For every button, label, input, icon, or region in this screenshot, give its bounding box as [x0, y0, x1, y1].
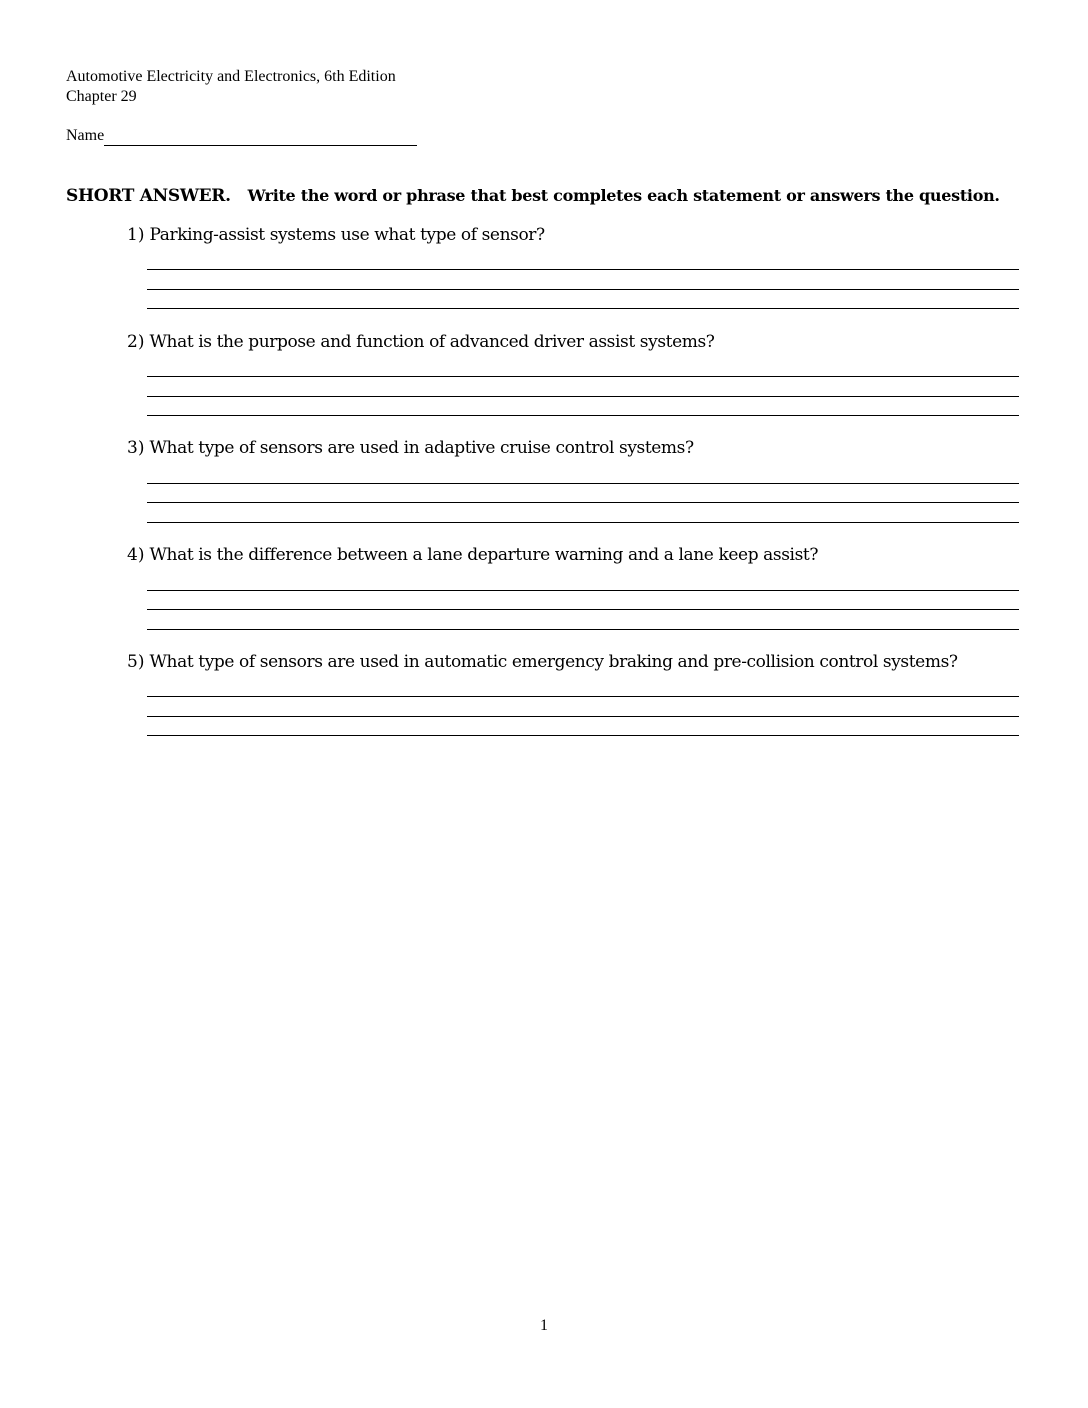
answer-line[interactable] — [147, 696, 1019, 697]
question-3 — [127, 437, 1019, 459]
instructions — [66, 185, 1000, 207]
instructions-body: Write the word or phrase that best completes each statement or answers the question. — [247, 186, 1000, 205]
question-text — [127, 544, 1019, 566]
question-prompt: Parking-assist systems use what type of sensor? — [149, 225, 545, 245]
question-number: 1) — [127, 225, 145, 245]
answer-line[interactable] — [147, 735, 1019, 736]
page-number: 1 — [540, 1317, 548, 1334]
question-1 — [127, 224, 1019, 246]
question-number: 3) — [127, 438, 145, 458]
question-text — [127, 651, 1019, 673]
answer-line[interactable] — [147, 308, 1019, 309]
question-text — [127, 224, 1019, 246]
question-2 — [127, 331, 1019, 353]
question-5 — [127, 651, 1019, 673]
answer-line[interactable] — [147, 629, 1019, 630]
answer-line[interactable] — [147, 289, 1019, 290]
instructions-heading: SHORT ANSWER. — [66, 186, 231, 206]
name-label: Name — [66, 127, 105, 144]
answer-line[interactable] — [147, 415, 1019, 416]
answer-line[interactable] — [147, 609, 1019, 610]
answer-line[interactable] — [147, 502, 1019, 503]
answer-line[interactable] — [147, 716, 1019, 717]
name-blank-line[interactable] — [104, 128, 417, 146]
answer-line[interactable] — [147, 483, 1019, 484]
name-field — [66, 126, 417, 146]
answer-line[interactable] — [147, 269, 1019, 270]
book-title: Automotive Electricity and Electronics, 6th Edition — [66, 68, 396, 85]
question-number: 4) — [127, 545, 145, 565]
chapter-label: Chapter 29 — [66, 88, 137, 105]
question-text — [127, 437, 1019, 459]
question-number: 2) — [127, 332, 145, 352]
question-prompt: What is the difference between a lane departure warning and a lane keep assist? — [149, 545, 819, 565]
answer-line[interactable] — [147, 396, 1019, 397]
question-text — [127, 331, 1019, 353]
question-prompt: What type of sensors are used in automatic emergency braking and pre-collision control systems? — [149, 652, 958, 672]
question-prompt: What is the purpose and function of advanced driver assist systems? — [149, 332, 715, 352]
question-4 — [127, 544, 1019, 566]
question-prompt: What type of sensors are used in adaptive cruise control systems? — [149, 438, 694, 458]
answer-line[interactable] — [147, 376, 1019, 377]
answer-line[interactable] — [147, 590, 1019, 591]
answer-line[interactable] — [147, 522, 1019, 523]
question-number: 5) — [127, 652, 145, 672]
